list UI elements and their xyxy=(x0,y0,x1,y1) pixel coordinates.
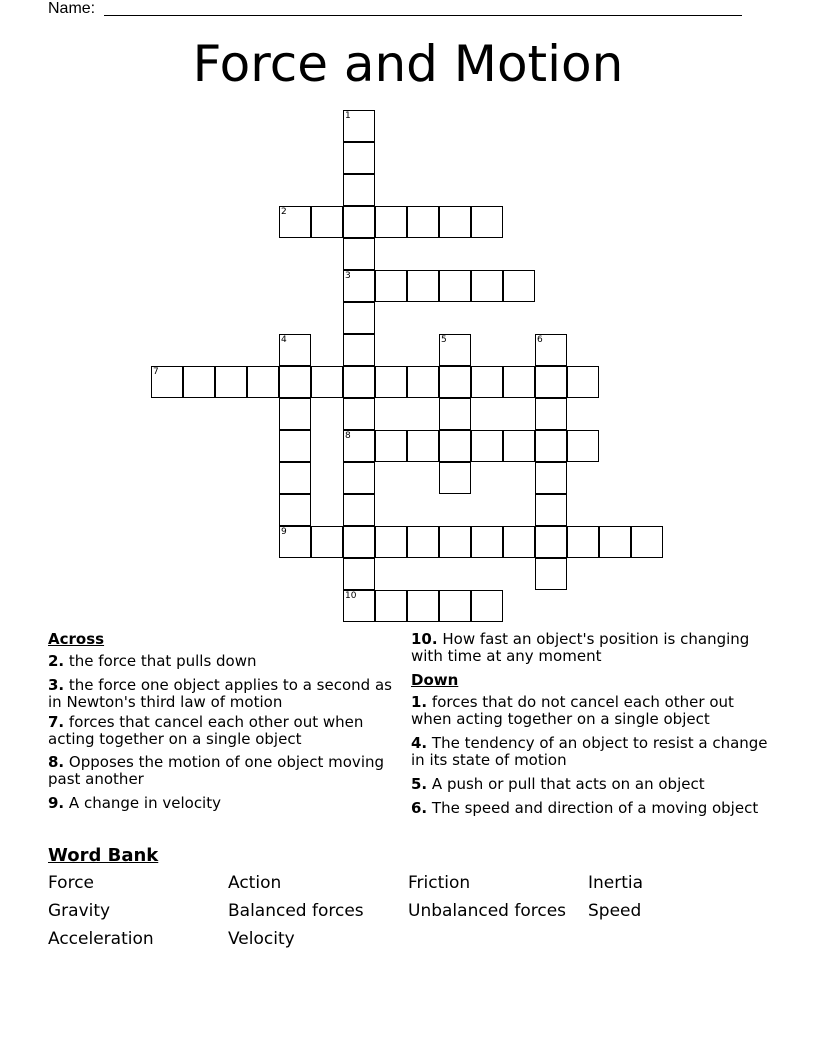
across-clue: 10. How fast an object's position is changing with time at any moment xyxy=(411,630,750,665)
down-clue: 6. The speed and direction of a moving object xyxy=(411,799,759,817)
crossword-cell[interactable] xyxy=(215,366,247,398)
crossword-cell[interactable] xyxy=(439,430,471,462)
crossword-cell[interactable] xyxy=(471,366,503,398)
crossword-cell[interactable] xyxy=(439,366,471,398)
crossword-cell[interactable] xyxy=(439,462,471,494)
word-bank-item: Gravity xyxy=(48,901,111,921)
across-clues xyxy=(48,631,393,812)
crossword-cell[interactable] xyxy=(407,270,439,302)
crossword-cell[interactable] xyxy=(343,526,375,558)
down-heading: Down xyxy=(411,671,459,689)
crossword-cell[interactable] xyxy=(375,590,407,622)
crossword-cell[interactable] xyxy=(343,366,375,398)
crossword-cell[interactable] xyxy=(311,206,343,238)
crossword-cell[interactable] xyxy=(279,398,311,430)
crossword-cell[interactable] xyxy=(279,366,311,398)
crossword-cell[interactable] xyxy=(343,430,375,462)
across-clue: 7. forces that cancel each other out when acting together on a single object xyxy=(48,713,364,748)
word-bank-item: Unbalanced forces xyxy=(408,901,567,921)
clue-number: 2 xyxy=(281,207,287,217)
clue-number: 6 xyxy=(537,335,543,345)
crossword-cell[interactable] xyxy=(439,270,471,302)
crossword-cell[interactable] xyxy=(631,526,663,558)
crossword-cell[interactable] xyxy=(439,398,471,430)
crossword-cell[interactable] xyxy=(343,462,375,494)
crossword-cell[interactable] xyxy=(535,430,567,462)
clue-number: 4 xyxy=(281,335,287,345)
clue-number: 9 xyxy=(281,527,287,537)
crossword-cell[interactable] xyxy=(375,430,407,462)
clue-number: 7 xyxy=(153,367,159,377)
crossword-cell[interactable] xyxy=(407,526,439,558)
down-clue: 5. A push or pull that acts on an object xyxy=(411,775,705,793)
crossword-cell[interactable] xyxy=(279,494,311,526)
crossword-cell[interactable] xyxy=(471,206,503,238)
crossword-cell[interactable] xyxy=(567,526,599,558)
crossword-cell[interactable] xyxy=(535,462,567,494)
crossword-cell[interactable] xyxy=(279,334,311,366)
crossword-cell[interactable] xyxy=(343,110,375,142)
down-clues xyxy=(411,631,771,817)
crossword-cell[interactable] xyxy=(471,430,503,462)
crossword-cell[interactable] xyxy=(407,590,439,622)
crossword-cell[interactable] xyxy=(471,270,503,302)
crossword-cell[interactable] xyxy=(343,302,375,334)
crossword-cell[interactable] xyxy=(311,526,343,558)
word-bank-item: Speed xyxy=(588,901,642,921)
word-bank-item: Acceleration xyxy=(48,929,154,949)
crossword-cell[interactable] xyxy=(503,270,535,302)
crossword-cell[interactable] xyxy=(375,206,407,238)
crossword-cell[interactable] xyxy=(343,142,375,174)
word-bank-item: Inertia xyxy=(588,873,644,893)
crossword-cell[interactable] xyxy=(311,366,343,398)
crossword-cell[interactable] xyxy=(439,526,471,558)
across-clue: 8. Opposes the motion of one object moving past another xyxy=(48,753,385,788)
crossword-cell[interactable] xyxy=(343,558,375,590)
across-clue: 3. the force one object applies to a second as in Newton's third law of motion xyxy=(48,676,392,711)
down-clue: 1. forces that do not cancel each other out when acting together on a single object xyxy=(411,693,734,728)
word-bank-item: Balanced forces xyxy=(228,901,364,921)
clue-number: 5 xyxy=(441,335,447,345)
crossword-cell[interactable] xyxy=(279,430,311,462)
crossword-cell[interactable] xyxy=(375,366,407,398)
crossword-cell[interactable] xyxy=(343,270,375,302)
crossword-cell[interactable] xyxy=(343,334,375,366)
word-bank-item: Friction xyxy=(408,873,471,893)
crossword-cell[interactable] xyxy=(535,334,567,366)
page-title: Force and Motion xyxy=(192,35,624,93)
word-bank-item: Action xyxy=(228,873,282,893)
crossword-cell[interactable] xyxy=(439,206,471,238)
crossword-cell[interactable] xyxy=(375,270,407,302)
crossword-cell[interactable] xyxy=(279,462,311,494)
crossword-cell[interactable] xyxy=(503,430,535,462)
crossword-cell[interactable] xyxy=(407,206,439,238)
crossword-cell[interactable] xyxy=(439,590,471,622)
crossword-cell[interactable] xyxy=(535,366,567,398)
crossword-cell[interactable] xyxy=(407,366,439,398)
crossword-cell[interactable] xyxy=(151,366,183,398)
crossword-cell[interactable] xyxy=(407,430,439,462)
crossword-cell[interactable] xyxy=(375,526,407,558)
crossword-cell[interactable] xyxy=(343,494,375,526)
crossword-cell[interactable] xyxy=(183,366,215,398)
clue-number: 1 xyxy=(345,111,351,121)
crossword-cell[interactable] xyxy=(471,526,503,558)
down-clue: 4. The tendency of an object to resist a change in its state of motion xyxy=(411,734,768,769)
clue-number: 8 xyxy=(345,431,351,441)
word-bank-item: Force xyxy=(48,873,94,893)
crossword-cell[interactable] xyxy=(471,590,503,622)
crossword-cell[interactable] xyxy=(535,526,567,558)
crossword-cell[interactable] xyxy=(535,558,567,590)
crossword-cell[interactable] xyxy=(439,334,471,366)
crossword-cell[interactable] xyxy=(343,590,375,622)
crossword-cell[interactable] xyxy=(567,430,599,462)
clue-number: 3 xyxy=(345,271,351,281)
crossword-cell[interactable] xyxy=(535,398,567,430)
clue-number: 10 xyxy=(345,591,357,601)
crossword-cell[interactable] xyxy=(343,238,375,270)
crossword-cell[interactable] xyxy=(343,398,375,430)
across-heading: Across xyxy=(48,630,105,648)
name-label: Name: xyxy=(48,0,96,17)
crossword-cell[interactable] xyxy=(599,526,631,558)
crossword-cell[interactable] xyxy=(535,494,567,526)
crossword-cell[interactable] xyxy=(343,206,375,238)
word-bank xyxy=(48,873,768,950)
crossword-cell[interactable] xyxy=(503,526,535,558)
crossword-cell[interactable] xyxy=(567,366,599,398)
across-clue: 2. the force that pulls down xyxy=(48,652,257,670)
word-bank-item: Velocity xyxy=(228,929,295,949)
crossword-cell[interactable] xyxy=(279,206,311,238)
word-bank-title: Word Bank xyxy=(48,845,159,866)
crossword-cell[interactable] xyxy=(503,366,535,398)
crossword-cell[interactable] xyxy=(247,366,279,398)
crossword-cell[interactable] xyxy=(343,174,375,206)
across-clue: 9. A change in velocity xyxy=(48,794,221,812)
crossword-cell[interactable] xyxy=(279,526,311,558)
